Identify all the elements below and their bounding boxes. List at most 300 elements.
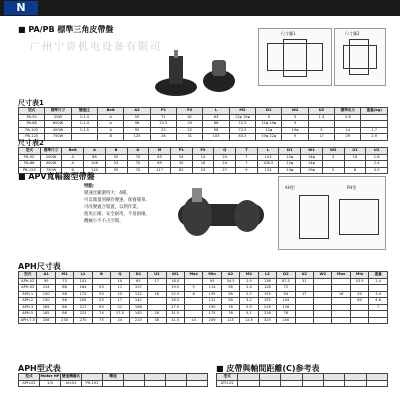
table-cell: 325 bbox=[258, 317, 276, 324]
table-header-cell: U2 bbox=[308, 108, 334, 115]
table-header-cell: L1 bbox=[74, 272, 92, 279]
table-header-cell: Max bbox=[184, 272, 202, 279]
table-header-cell: 標準尺寸 bbox=[40, 148, 62, 155]
table-cell: PB-125 bbox=[19, 167, 41, 174]
table-cell bbox=[366, 380, 387, 387]
table-cell: 14 bbox=[192, 154, 214, 161]
table-cell: 19φ bbox=[301, 167, 323, 174]
table-cell: PH-102 bbox=[82, 380, 103, 387]
table-header-cell: A2 bbox=[124, 108, 150, 115]
table-header-cell: W1 bbox=[166, 272, 184, 279]
table-cell: 3 bbox=[322, 154, 344, 161]
table-cell: 249 bbox=[203, 317, 221, 324]
table-cell: 1.7 bbox=[361, 127, 388, 134]
table-cell: 55 bbox=[105, 154, 127, 161]
table-cell: 5 bbox=[184, 285, 202, 292]
table-cell bbox=[124, 380, 145, 387]
table4-title: APH型式表 bbox=[18, 364, 61, 373]
table-cell: 38 bbox=[148, 317, 166, 324]
table-cell: 72 bbox=[277, 285, 295, 292]
table-cell: 216 bbox=[258, 311, 276, 318]
section-title-apv: ■ APV寬幅齒型帶盤 bbox=[18, 172, 95, 181]
table-cell: 95 bbox=[124, 127, 150, 134]
table-cell: 1.3 bbox=[308, 114, 334, 121]
table-cell: 76 bbox=[277, 311, 295, 318]
table-cell: PA-88 bbox=[19, 161, 41, 168]
spec-table-3 bbox=[18, 271, 388, 324]
table-cell: AH-02 bbox=[61, 380, 82, 387]
table-cell: 19φ bbox=[282, 127, 308, 134]
table-cell: 14φ bbox=[301, 154, 323, 161]
table-cell: 12.5 bbox=[240, 317, 258, 324]
table-cell: 60 bbox=[350, 298, 368, 305]
table-cell: 3.2 bbox=[240, 298, 258, 305]
table-cell: APH-3 bbox=[19, 304, 37, 311]
spec-table-1 bbox=[18, 107, 388, 141]
spec-table-2 bbox=[18, 147, 388, 174]
table-cell: 1/4 bbox=[40, 380, 61, 387]
table-cell: PA-88 bbox=[19, 121, 45, 128]
table-cell: 73 bbox=[55, 278, 73, 285]
table-cell: 11 bbox=[111, 285, 129, 292]
table-cell: 72.5 bbox=[229, 127, 255, 134]
table-cell: 205 bbox=[74, 298, 92, 305]
table-row bbox=[19, 380, 208, 387]
table-cell bbox=[332, 317, 350, 324]
table-cell: 27 bbox=[214, 167, 236, 174]
table-header-cell: Q bbox=[214, 148, 236, 155]
table-header-cell: D1 bbox=[256, 108, 282, 115]
table-cell bbox=[323, 380, 344, 387]
table-cell: 16 bbox=[148, 291, 166, 298]
table-header-cell: 重量 bbox=[369, 272, 388, 279]
table-row bbox=[19, 134, 388, 141]
table-cell: 41.5 bbox=[166, 317, 184, 324]
table-header-cell: 型式 bbox=[19, 272, 37, 279]
table-cell: 4.6 bbox=[369, 298, 388, 305]
table-cell: APH-03 bbox=[19, 285, 37, 292]
table-cell: 63 bbox=[203, 114, 229, 121]
table5-title: ■ 皮帶與軸間距離(C)参考表 bbox=[216, 364, 320, 373]
table-cell: 15 bbox=[111, 291, 129, 298]
table-cell: 8 bbox=[344, 167, 366, 174]
spec-table-4 bbox=[18, 373, 208, 387]
table-header-cell: A bbox=[84, 148, 106, 155]
table-cell: 126 bbox=[277, 304, 295, 311]
table-cell: 1.6 bbox=[366, 154, 388, 161]
table-cell: 75 bbox=[92, 317, 110, 324]
table-header-cell: D bbox=[127, 148, 149, 155]
table-cell: A bbox=[62, 154, 84, 161]
table-cell: 90 bbox=[37, 278, 55, 285]
table-cell: 150 bbox=[37, 291, 55, 298]
table-cell: PA-50 bbox=[19, 114, 45, 121]
table-cell: 70 bbox=[127, 154, 149, 161]
table-cell bbox=[259, 380, 280, 387]
table-cell: 71 bbox=[150, 114, 176, 121]
table-cell: 12φ 19φ bbox=[256, 121, 282, 128]
table-cell: 24 bbox=[111, 317, 129, 324]
table-cell: 168 bbox=[129, 304, 147, 311]
table-row bbox=[217, 380, 388, 387]
table-cell: 24 bbox=[214, 154, 236, 161]
table-cell: 800W bbox=[45, 121, 71, 128]
table-header-cell: 型式 bbox=[19, 148, 41, 155]
table-header-cell: W1 bbox=[301, 148, 323, 155]
table-cell: 216 bbox=[258, 304, 276, 311]
table-cell: 34.5 bbox=[221, 278, 239, 285]
table-cell: 58 bbox=[221, 285, 239, 292]
table-cell: 9 bbox=[282, 134, 308, 141]
feature-item: 變速比範圍特大：4種。 bbox=[84, 191, 131, 196]
table-cell: 53 bbox=[92, 291, 110, 298]
table-cell bbox=[345, 380, 366, 387]
table-cell: 17.5 bbox=[111, 311, 129, 318]
table-cell: 400W bbox=[40, 161, 62, 168]
table-header-cell: T bbox=[236, 148, 258, 155]
table-cell bbox=[166, 380, 187, 387]
table-header-cell: U1 bbox=[344, 148, 366, 155]
table-cell: 750W bbox=[45, 134, 71, 141]
table-cell: 200W bbox=[40, 154, 62, 161]
table-cell: 17 bbox=[148, 278, 166, 285]
table-cell: 55 bbox=[170, 161, 192, 168]
table-cell: 83.5 bbox=[229, 134, 255, 141]
table-cell bbox=[314, 317, 332, 324]
table-cell: 185 bbox=[37, 304, 55, 311]
table-header-cell: 轉速 bbox=[103, 374, 124, 381]
table-cell: 72.5 bbox=[229, 121, 255, 128]
table-header-cell: M2 bbox=[240, 272, 258, 279]
table-header-cell: P1 bbox=[150, 108, 176, 115]
table-cell: 114 bbox=[203, 285, 221, 292]
table-cell: 200 bbox=[277, 317, 295, 324]
table-cell bbox=[103, 380, 124, 387]
table-cell: A bbox=[98, 121, 124, 128]
product-image-pa bbox=[155, 56, 197, 98]
table2-title: 尺寸表2 bbox=[18, 139, 44, 147]
table-cell: 55 bbox=[105, 167, 127, 174]
table-cell: 0.8 bbox=[335, 114, 361, 121]
table-cell: PB-125 bbox=[19, 134, 45, 141]
feature-item: 使用正確、安全耐用、不易損壞。 bbox=[84, 212, 150, 217]
table-cell: 76 bbox=[221, 311, 239, 318]
table-cell: APH-5 bbox=[19, 311, 37, 318]
table-cell: 94 bbox=[277, 291, 295, 298]
table3-title: APH尺寸表 bbox=[18, 262, 61, 271]
table-header-cell: L bbox=[257, 148, 279, 155]
table-cell: 14 bbox=[335, 127, 361, 134]
table-cell: 131 bbox=[203, 298, 221, 305]
table-cell: APH-7.5 bbox=[19, 317, 37, 324]
table-cell: ATH-02 bbox=[217, 380, 238, 387]
table-cell: 22.5 bbox=[166, 291, 184, 298]
table-cell: 185 bbox=[37, 311, 55, 318]
table-cell bbox=[238, 380, 259, 387]
table-cell: 20 bbox=[177, 121, 203, 128]
table-header-cell: A1 bbox=[37, 272, 55, 279]
table-cell: 155 bbox=[258, 298, 276, 305]
table-cell: 142 bbox=[129, 298, 147, 305]
table-header-cell: 標準尺寸 bbox=[45, 108, 71, 115]
table-cell: 62 bbox=[170, 167, 192, 174]
table-header-cell: U1 bbox=[148, 272, 166, 279]
table-cell: 16 bbox=[192, 161, 214, 168]
table-header-cell: 變速比 bbox=[71, 108, 97, 115]
table-header-cell: D1 bbox=[279, 148, 301, 155]
table-cell: A bbox=[98, 114, 124, 121]
table-cell: APH-1 bbox=[19, 291, 37, 298]
table-cell: 27.5 bbox=[166, 304, 184, 311]
table-cell: 117 bbox=[149, 167, 171, 174]
table-cell: 1:1.4 bbox=[71, 121, 97, 128]
table-header-cell: D2 bbox=[277, 272, 295, 279]
table-cell: 28 bbox=[148, 311, 166, 318]
table-header-cell: Min bbox=[350, 272, 368, 279]
table-cell: 217 bbox=[74, 304, 92, 311]
table-header-cell: M1 bbox=[55, 272, 73, 279]
table-cell: 5 bbox=[322, 167, 344, 174]
table-header-cell: U2 bbox=[366, 148, 388, 155]
table-cell: 124 bbox=[257, 167, 279, 174]
table-cell: 135 bbox=[203, 291, 221, 298]
table-cell: 107 bbox=[129, 285, 147, 292]
table-cell: 122 bbox=[129, 291, 147, 298]
table-cell: 10φ bbox=[279, 154, 301, 161]
table-cell: 2.9 bbox=[361, 134, 388, 141]
table-cell: 9 bbox=[308, 127, 334, 134]
table-header-cell: W2 bbox=[314, 272, 332, 279]
table-header-cell: M bbox=[149, 148, 171, 155]
table-cell: 70 bbox=[127, 161, 149, 168]
table-cell: 58 bbox=[221, 298, 239, 305]
table-cell: A bbox=[62, 161, 84, 168]
table-cell: 9 bbox=[256, 114, 282, 121]
brand-logo: N bbox=[4, 1, 38, 15]
section-title-pa-pb: ■ PA/PB 標準三角皮帶盤 bbox=[18, 25, 114, 34]
table-cell: 31 bbox=[177, 134, 203, 141]
table-header-cell: W2 bbox=[282, 108, 308, 115]
table-cell: 9 bbox=[236, 167, 258, 174]
table-cell: 55 bbox=[124, 114, 150, 121]
table-header-cell: 型式 bbox=[19, 108, 45, 115]
spec-table-5 bbox=[216, 373, 388, 387]
table-cell: 23 bbox=[192, 167, 214, 174]
table-cell bbox=[187, 380, 208, 387]
table-cell: 20W bbox=[45, 114, 71, 121]
table-cell: 1.4 bbox=[369, 278, 388, 285]
table-cell: 1:1.4 bbox=[71, 114, 97, 121]
table-cell: 7 bbox=[236, 154, 258, 161]
table-cell: 150 bbox=[37, 298, 55, 305]
table-cell: 3.4 bbox=[369, 291, 388, 298]
table-cell: 26.5 bbox=[166, 298, 184, 305]
table-header-cell: B bbox=[92, 272, 110, 279]
table-cell: 21 bbox=[111, 304, 129, 311]
table-cell: 53.5 bbox=[350, 278, 368, 285]
table-cell: 103 bbox=[257, 154, 279, 161]
table-cell: 270 bbox=[74, 317, 92, 324]
table-cell: 16 bbox=[332, 291, 350, 298]
table-cell: 22 bbox=[177, 127, 203, 134]
table-cell: 22.5 bbox=[150, 121, 176, 128]
table-header-cell: W2 bbox=[322, 148, 344, 155]
table-cell: 86 bbox=[84, 154, 106, 161]
product-image-pb bbox=[203, 60, 235, 92]
table-cell: APH-02 bbox=[19, 278, 37, 285]
table-cell: 172 bbox=[74, 291, 92, 298]
table-cell: 86 bbox=[55, 285, 73, 292]
table-cell: 14φ bbox=[301, 161, 323, 168]
table-cell: 162 bbox=[129, 311, 147, 318]
table-cell: 223 bbox=[74, 311, 92, 318]
table-cell: 19φ 22φ bbox=[256, 134, 282, 141]
table-cell: 74 bbox=[92, 311, 110, 318]
table-cell: PA-50 bbox=[19, 154, 41, 161]
table-cell: 190 bbox=[203, 304, 221, 311]
table-cell: 53 bbox=[105, 161, 127, 168]
table-cell: 86 bbox=[55, 304, 73, 311]
table-cell: 7 bbox=[236, 161, 258, 168]
table-cell bbox=[302, 380, 323, 387]
table1-title: 尺寸表1 bbox=[18, 99, 44, 107]
ah-ph-drawing: AH型 PH型 bbox=[278, 176, 386, 250]
table-cell: 120 bbox=[84, 167, 106, 174]
table-header-cell: Belt bbox=[62, 148, 84, 155]
table-cell: 19.5 bbox=[166, 285, 184, 292]
table-cell: 86 bbox=[55, 298, 73, 305]
table-cell: 8 bbox=[184, 291, 202, 298]
table-cell: 7 bbox=[369, 304, 388, 311]
table-header-cell: Q bbox=[111, 272, 129, 279]
table-cell: 750W bbox=[40, 167, 62, 174]
table-cell: 128 bbox=[258, 285, 276, 292]
table-cell: 258 bbox=[37, 317, 55, 324]
table-cell: 89 bbox=[149, 161, 171, 168]
table-cell bbox=[281, 380, 302, 387]
table-header-cell: P2 bbox=[177, 108, 203, 115]
table-cell: 5 bbox=[282, 114, 308, 121]
table-cell: 12φ bbox=[279, 161, 301, 168]
dimension-drawing-1: 尺寸圖1 bbox=[258, 28, 332, 86]
table-cell: 12φ bbox=[256, 127, 282, 134]
table-cell: 10 bbox=[184, 317, 202, 324]
table-header-cell: Min bbox=[203, 272, 221, 279]
table-cell: 10 bbox=[111, 278, 129, 285]
table-cell: 400W bbox=[45, 127, 71, 134]
table-cell: 50 bbox=[350, 291, 368, 298]
feature-item: 可以微量到操作變速，保養簡單。 bbox=[84, 198, 150, 203]
table-row bbox=[19, 317, 388, 324]
table-cell: 155 bbox=[258, 291, 276, 298]
table-cell: 16 bbox=[344, 154, 366, 161]
table-cell: 108.5 bbox=[257, 161, 279, 168]
table-cell: 18.5 bbox=[166, 278, 184, 285]
table-cell: 53 bbox=[92, 285, 110, 292]
table-header-cell: B bbox=[105, 148, 127, 155]
table-cell bbox=[295, 317, 313, 324]
table-header-cell: P2 bbox=[192, 148, 214, 155]
dimension-drawing-2: 尺寸圖2 bbox=[334, 28, 386, 86]
table-header-cell: 標準出力 bbox=[335, 108, 361, 115]
features-list: 特點： 變速比範圍特大：4種。 可以微量到操作變速，保養簡單。 可改變適合裝置，以利作業。 使用正確、安全耐用、不易損壞。 機械小不不占空間。 bbox=[84, 184, 150, 224]
table-cell bbox=[369, 317, 388, 324]
table-cell: 17 bbox=[295, 291, 313, 298]
table-header-cell: U2 bbox=[295, 272, 313, 279]
table-header-cell: 重量(kg) bbox=[361, 108, 388, 115]
table-header-cell: A2 bbox=[221, 272, 239, 279]
table-cell: 98 bbox=[203, 127, 229, 134]
table-cell: A bbox=[98, 127, 124, 134]
table-header-cell: M2 bbox=[229, 108, 255, 115]
table-cell: 104 bbox=[277, 298, 295, 305]
product-image-apv bbox=[178, 188, 264, 242]
table-cell: 2.4 bbox=[366, 161, 388, 168]
table-cell: 26 bbox=[150, 134, 176, 141]
table-header-cell: P1 bbox=[170, 148, 192, 155]
feature-item: 機械小不不占空間。 bbox=[84, 219, 124, 224]
table-cell: 5.1 bbox=[240, 311, 258, 318]
table-cell: PA-105 bbox=[19, 127, 45, 134]
table-cell: APH-2 bbox=[19, 298, 37, 305]
table-cell: APH-02 bbox=[19, 380, 40, 387]
table-cell: 95 bbox=[203, 278, 221, 285]
table-cell: 105 bbox=[203, 134, 229, 141]
table-cell: 85 bbox=[149, 154, 171, 161]
table-header-cell: L bbox=[203, 108, 229, 115]
table-header-cell: 型式 bbox=[217, 374, 238, 381]
table-cell: 17 bbox=[111, 298, 129, 305]
table-header-cell: Motor HP bbox=[40, 374, 60, 378]
table-cell: 2.0 bbox=[240, 278, 258, 285]
table-cell: 210 bbox=[129, 317, 147, 324]
table-cell: 86 bbox=[55, 311, 73, 318]
feature-item: 可改變適合裝置，以利作業。 bbox=[84, 205, 142, 210]
table-cell: 12φ 19φ bbox=[229, 114, 255, 121]
table-cell: 5.0 bbox=[240, 304, 258, 311]
table-cell: B bbox=[62, 167, 84, 174]
table-cell: 24 bbox=[214, 161, 236, 168]
table-cell: 141 bbox=[74, 278, 92, 285]
table-cell: 115 bbox=[221, 317, 239, 324]
table-header-cell: 變速機構名 bbox=[62, 374, 80, 378]
table-cell: 70 bbox=[127, 167, 149, 174]
table-cell: 23 bbox=[150, 127, 176, 134]
table-cell bbox=[350, 317, 368, 324]
table-cell bbox=[71, 134, 97, 141]
table-cell: 1:1.5 bbox=[71, 127, 97, 134]
top-banner bbox=[0, 0, 400, 16]
table-cell: 87.5 bbox=[277, 278, 295, 285]
table-cell: 14φ bbox=[279, 167, 301, 174]
table-cell: 65 bbox=[129, 278, 147, 285]
table-cell: 58 bbox=[221, 291, 239, 298]
table-header-cell: L2 bbox=[258, 272, 276, 279]
table-cell: 17 bbox=[308, 134, 334, 141]
table-cell: 53 bbox=[92, 298, 110, 305]
table-cell: 9 bbox=[282, 121, 308, 128]
watermark-text: 广州宁资机电设备有限司 bbox=[30, 42, 162, 53]
table-cell: 2.7 bbox=[240, 291, 258, 298]
table-header-cell: Max bbox=[332, 272, 350, 279]
table-row bbox=[19, 154, 388, 161]
table-cell: 136 bbox=[258, 278, 276, 285]
table-cell: 230 bbox=[55, 317, 73, 324]
table-cell: 76 bbox=[221, 304, 239, 311]
table-cell: 61 bbox=[177, 114, 203, 121]
table-header-cell: Belt bbox=[98, 108, 124, 115]
table-cell: 175 bbox=[203, 311, 221, 318]
